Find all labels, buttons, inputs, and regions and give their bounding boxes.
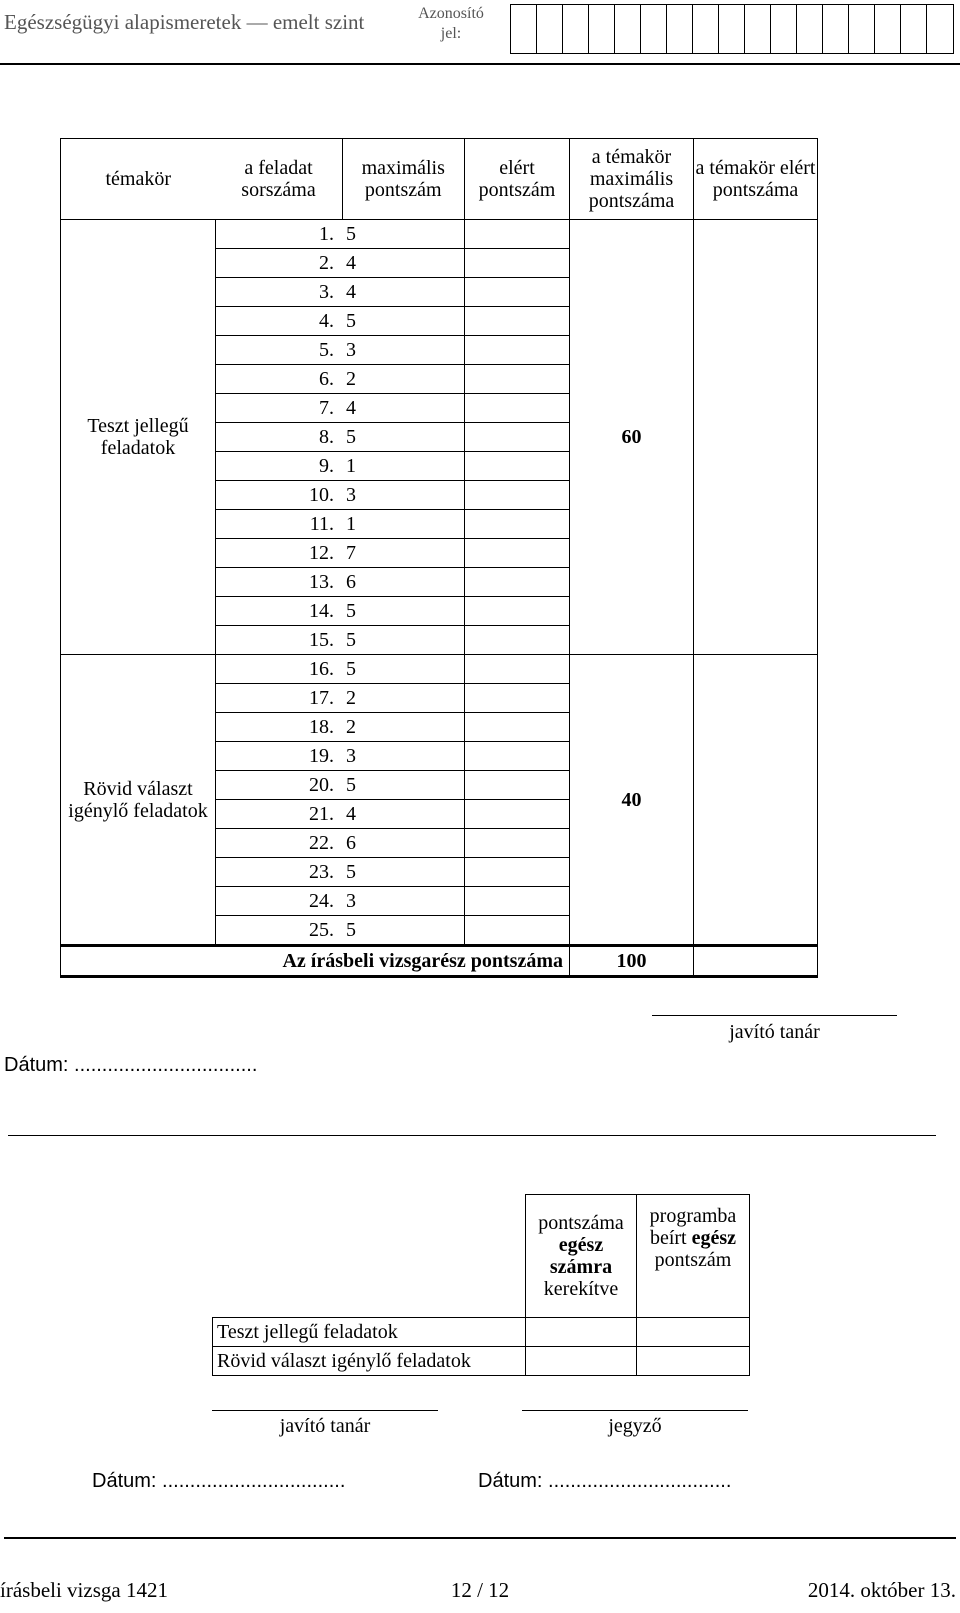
- signature-line: [652, 1015, 897, 1016]
- task-number: 18.: [216, 713, 343, 742]
- task-earned-points[interactable]: [465, 568, 570, 597]
- rounded-table-header-row: [213, 1195, 750, 1318]
- identifier-box[interactable]: [719, 5, 745, 53]
- header-temakor: témakör: [61, 139, 216, 220]
- task-number: 16.: [216, 655, 343, 684]
- identifier-box[interactable]: [563, 5, 589, 53]
- task-max-points: 2: [342, 684, 465, 713]
- header-rounded-score: [526, 1195, 637, 1318]
- task-max-points: 4: [342, 800, 465, 829]
- task-earned-points[interactable]: [465, 365, 570, 394]
- task-number: 6.: [216, 365, 343, 394]
- task-number: 2.: [216, 249, 343, 278]
- identifier-box[interactable]: [745, 5, 771, 53]
- signature-label-javito: javító tanár: [729, 1021, 820, 1043]
- header-elert: elért pontszám: [465, 139, 570, 220]
- task-number: 12.: [216, 539, 343, 568]
- task-number: 7.: [216, 394, 343, 423]
- identifier-box[interactable]: [537, 5, 563, 53]
- task-earned-points[interactable]: [465, 858, 570, 887]
- task-earned-points[interactable]: [465, 626, 570, 655]
- topic-name: Teszt jellegű feladatok: [61, 220, 216, 655]
- task-earned-points[interactable]: [465, 249, 570, 278]
- signature-label-javito: javító tanár: [279, 1415, 371, 1437]
- identifier-box[interactable]: [771, 5, 797, 53]
- rounded-table-corner: [213, 1195, 526, 1318]
- total-row: [61, 946, 818, 977]
- task-earned-points[interactable]: [465, 220, 570, 249]
- identifier-box[interactable]: [797, 5, 823, 53]
- task-max-points: 5: [342, 626, 465, 655]
- task-earned-points[interactable]: [465, 742, 570, 771]
- task-row: [61, 220, 818, 249]
- rounded-score-cell[interactable]: [526, 1318, 637, 1347]
- header-program-score: [637, 1195, 750, 1318]
- header-rounded-score-part1: pontszáma: [538, 1212, 624, 1234]
- task-earned-points[interactable]: [465, 452, 570, 481]
- task-earned-points[interactable]: [465, 510, 570, 539]
- identifier-box[interactable]: [901, 5, 927, 53]
- identifier-box[interactable]: [589, 5, 615, 53]
- task-earned-points[interactable]: [465, 684, 570, 713]
- task-max-points: 5: [342, 423, 465, 452]
- date-field: Dátum: .................................: [4, 1054, 258, 1076]
- total-label: Az írásbeli vizsgarész pontszáma: [61, 946, 570, 977]
- task-max-points: 5: [342, 916, 465, 946]
- task-row: [61, 655, 818, 684]
- task-number: 24.: [216, 887, 343, 916]
- rounded-table-row: [213, 1318, 750, 1347]
- task-earned-points[interactable]: [465, 713, 570, 742]
- program-score-cell[interactable]: [637, 1318, 750, 1347]
- task-earned-points[interactable]: [465, 423, 570, 452]
- task-earned-points[interactable]: [465, 336, 570, 365]
- header-temakor-elert: a témakör elért pontszáma: [694, 139, 818, 220]
- task-number: 17.: [216, 684, 343, 713]
- identifier-box[interactable]: [693, 5, 719, 53]
- rounded-score-cell[interactable]: [526, 1347, 637, 1376]
- task-number: 20.: [216, 771, 343, 800]
- task-number: 1.: [216, 220, 343, 249]
- task-max-points: 3: [342, 481, 465, 510]
- identifier-box[interactable]: [615, 5, 641, 53]
- task-max-points: 7: [342, 539, 465, 568]
- task-max-points: 4: [342, 278, 465, 307]
- task-earned-points[interactable]: [465, 800, 570, 829]
- identifier-boxes: [510, 4, 954, 54]
- header-max: maximális pontszám: [342, 139, 465, 220]
- task-number: 21.: [216, 800, 343, 829]
- rounded-score-table: [212, 1194, 750, 1376]
- task-max-points: 5: [342, 655, 465, 684]
- topic-name: Rövid választ igénylő feladatok: [61, 655, 216, 946]
- task-earned-points[interactable]: [465, 394, 570, 423]
- identifier-box[interactable]: [667, 5, 693, 53]
- task-earned-points[interactable]: [465, 539, 570, 568]
- identifier-box[interactable]: [641, 5, 667, 53]
- task-max-points: 3: [342, 336, 465, 365]
- task-number: 10.: [216, 481, 343, 510]
- identifier-box[interactable]: [849, 5, 875, 53]
- rounded-row-label: Rövid választ igénylő feladatok: [213, 1347, 526, 1376]
- total-max-value: 100: [570, 946, 694, 977]
- signature-line-jegyzo: [522, 1410, 748, 1411]
- task-number: 13.: [216, 568, 343, 597]
- program-score-cell[interactable]: [637, 1347, 750, 1376]
- total-earned-value[interactable]: [694, 946, 818, 977]
- task-earned-points[interactable]: [465, 481, 570, 510]
- header-program-score-part1: programba beírt: [649, 1205, 737, 1249]
- task-number: 8.: [216, 423, 343, 452]
- task-max-points: 5: [342, 307, 465, 336]
- task-max-points: 2: [342, 365, 465, 394]
- header-temakor-max: a témakör maximális pontszáma: [570, 139, 694, 220]
- footer-page-number: 12 / 12: [450, 1578, 510, 1602]
- task-max-points: 3: [342, 742, 465, 771]
- task-number: 5.: [216, 336, 343, 365]
- task-earned-points[interactable]: [465, 887, 570, 916]
- task-number: 14.: [216, 597, 343, 626]
- header-program-score-bold: egész: [691, 1227, 737, 1249]
- footer-exam-code: írásbeli vizsga 1421: [0, 1578, 168, 1602]
- identifier-box[interactable]: [927, 5, 953, 53]
- task-max-points: 5: [342, 858, 465, 887]
- signature-line-javito: [212, 1410, 438, 1411]
- rounded-table-row: [213, 1347, 750, 1376]
- header-program-score-part2: pontszám: [654, 1249, 732, 1271]
- header-rounded-score-bold: egész számra: [549, 1234, 613, 1278]
- score-table-header-row: [61, 139, 818, 220]
- footer-date: 2014. október 13.: [807, 1578, 956, 1602]
- score-table: [60, 138, 818, 978]
- task-max-points: 2: [342, 713, 465, 742]
- task-max-points: 5: [342, 220, 465, 249]
- task-number: 22.: [216, 829, 343, 858]
- task-max-points: 5: [342, 597, 465, 626]
- section-divider: [8, 1135, 936, 1136]
- task-earned-points[interactable]: [465, 655, 570, 684]
- date-field-jegyzo: Dátum: .................................: [478, 1470, 732, 1492]
- task-max-points: 4: [342, 249, 465, 278]
- task-max-points: 5: [342, 771, 465, 800]
- task-earned-points[interactable]: [465, 829, 570, 858]
- task-number: 15.: [216, 626, 343, 655]
- task-number: 19.: [216, 742, 343, 771]
- topic-earned-total[interactable]: [694, 220, 818, 655]
- task-max-points: 6: [342, 829, 465, 858]
- document-header-title: Egészségügyi alapismeretek — emelt szint: [4, 10, 365, 34]
- task-max-points: 4: [342, 394, 465, 423]
- task-max-points: 3: [342, 887, 465, 916]
- task-number: 25.: [216, 916, 343, 946]
- task-earned-points[interactable]: [465, 278, 570, 307]
- task-earned-points[interactable]: [465, 597, 570, 626]
- task-number: 3.: [216, 278, 343, 307]
- task-number: 11.: [216, 510, 343, 539]
- task-max-points: 1: [342, 452, 465, 481]
- topic-max-total: 60: [570, 220, 694, 655]
- topic-max-total: 40: [570, 655, 694, 946]
- identifier-box[interactable]: [823, 5, 849, 53]
- date-field-javito: Dátum: .................................: [92, 1470, 346, 1492]
- identifier-box[interactable]: [511, 5, 537, 53]
- header-sorszam: a feladat sorszáma: [216, 139, 343, 220]
- task-number: 4.: [216, 307, 343, 336]
- footer-divider: [4, 1537, 956, 1539]
- task-earned-points[interactable]: [465, 916, 570, 946]
- task-earned-points[interactable]: [465, 307, 570, 336]
- task-number: 23.: [216, 858, 343, 887]
- identifier-label: Azonosító jel:: [418, 5, 484, 42]
- task-max-points: 1: [342, 510, 465, 539]
- identifier-box[interactable]: [875, 5, 901, 53]
- header-divider: [0, 63, 960, 65]
- signature-label-jegyzo: jegyző: [608, 1415, 662, 1437]
- task-number: 9.: [216, 452, 343, 481]
- task-max-points: 6: [342, 568, 465, 597]
- rounded-row-label: Teszt jellegű feladatok: [213, 1318, 526, 1347]
- topic-earned-total[interactable]: [694, 655, 818, 946]
- task-earned-points[interactable]: [465, 771, 570, 800]
- header-rounded-score-part2: kerekítve: [543, 1278, 619, 1300]
